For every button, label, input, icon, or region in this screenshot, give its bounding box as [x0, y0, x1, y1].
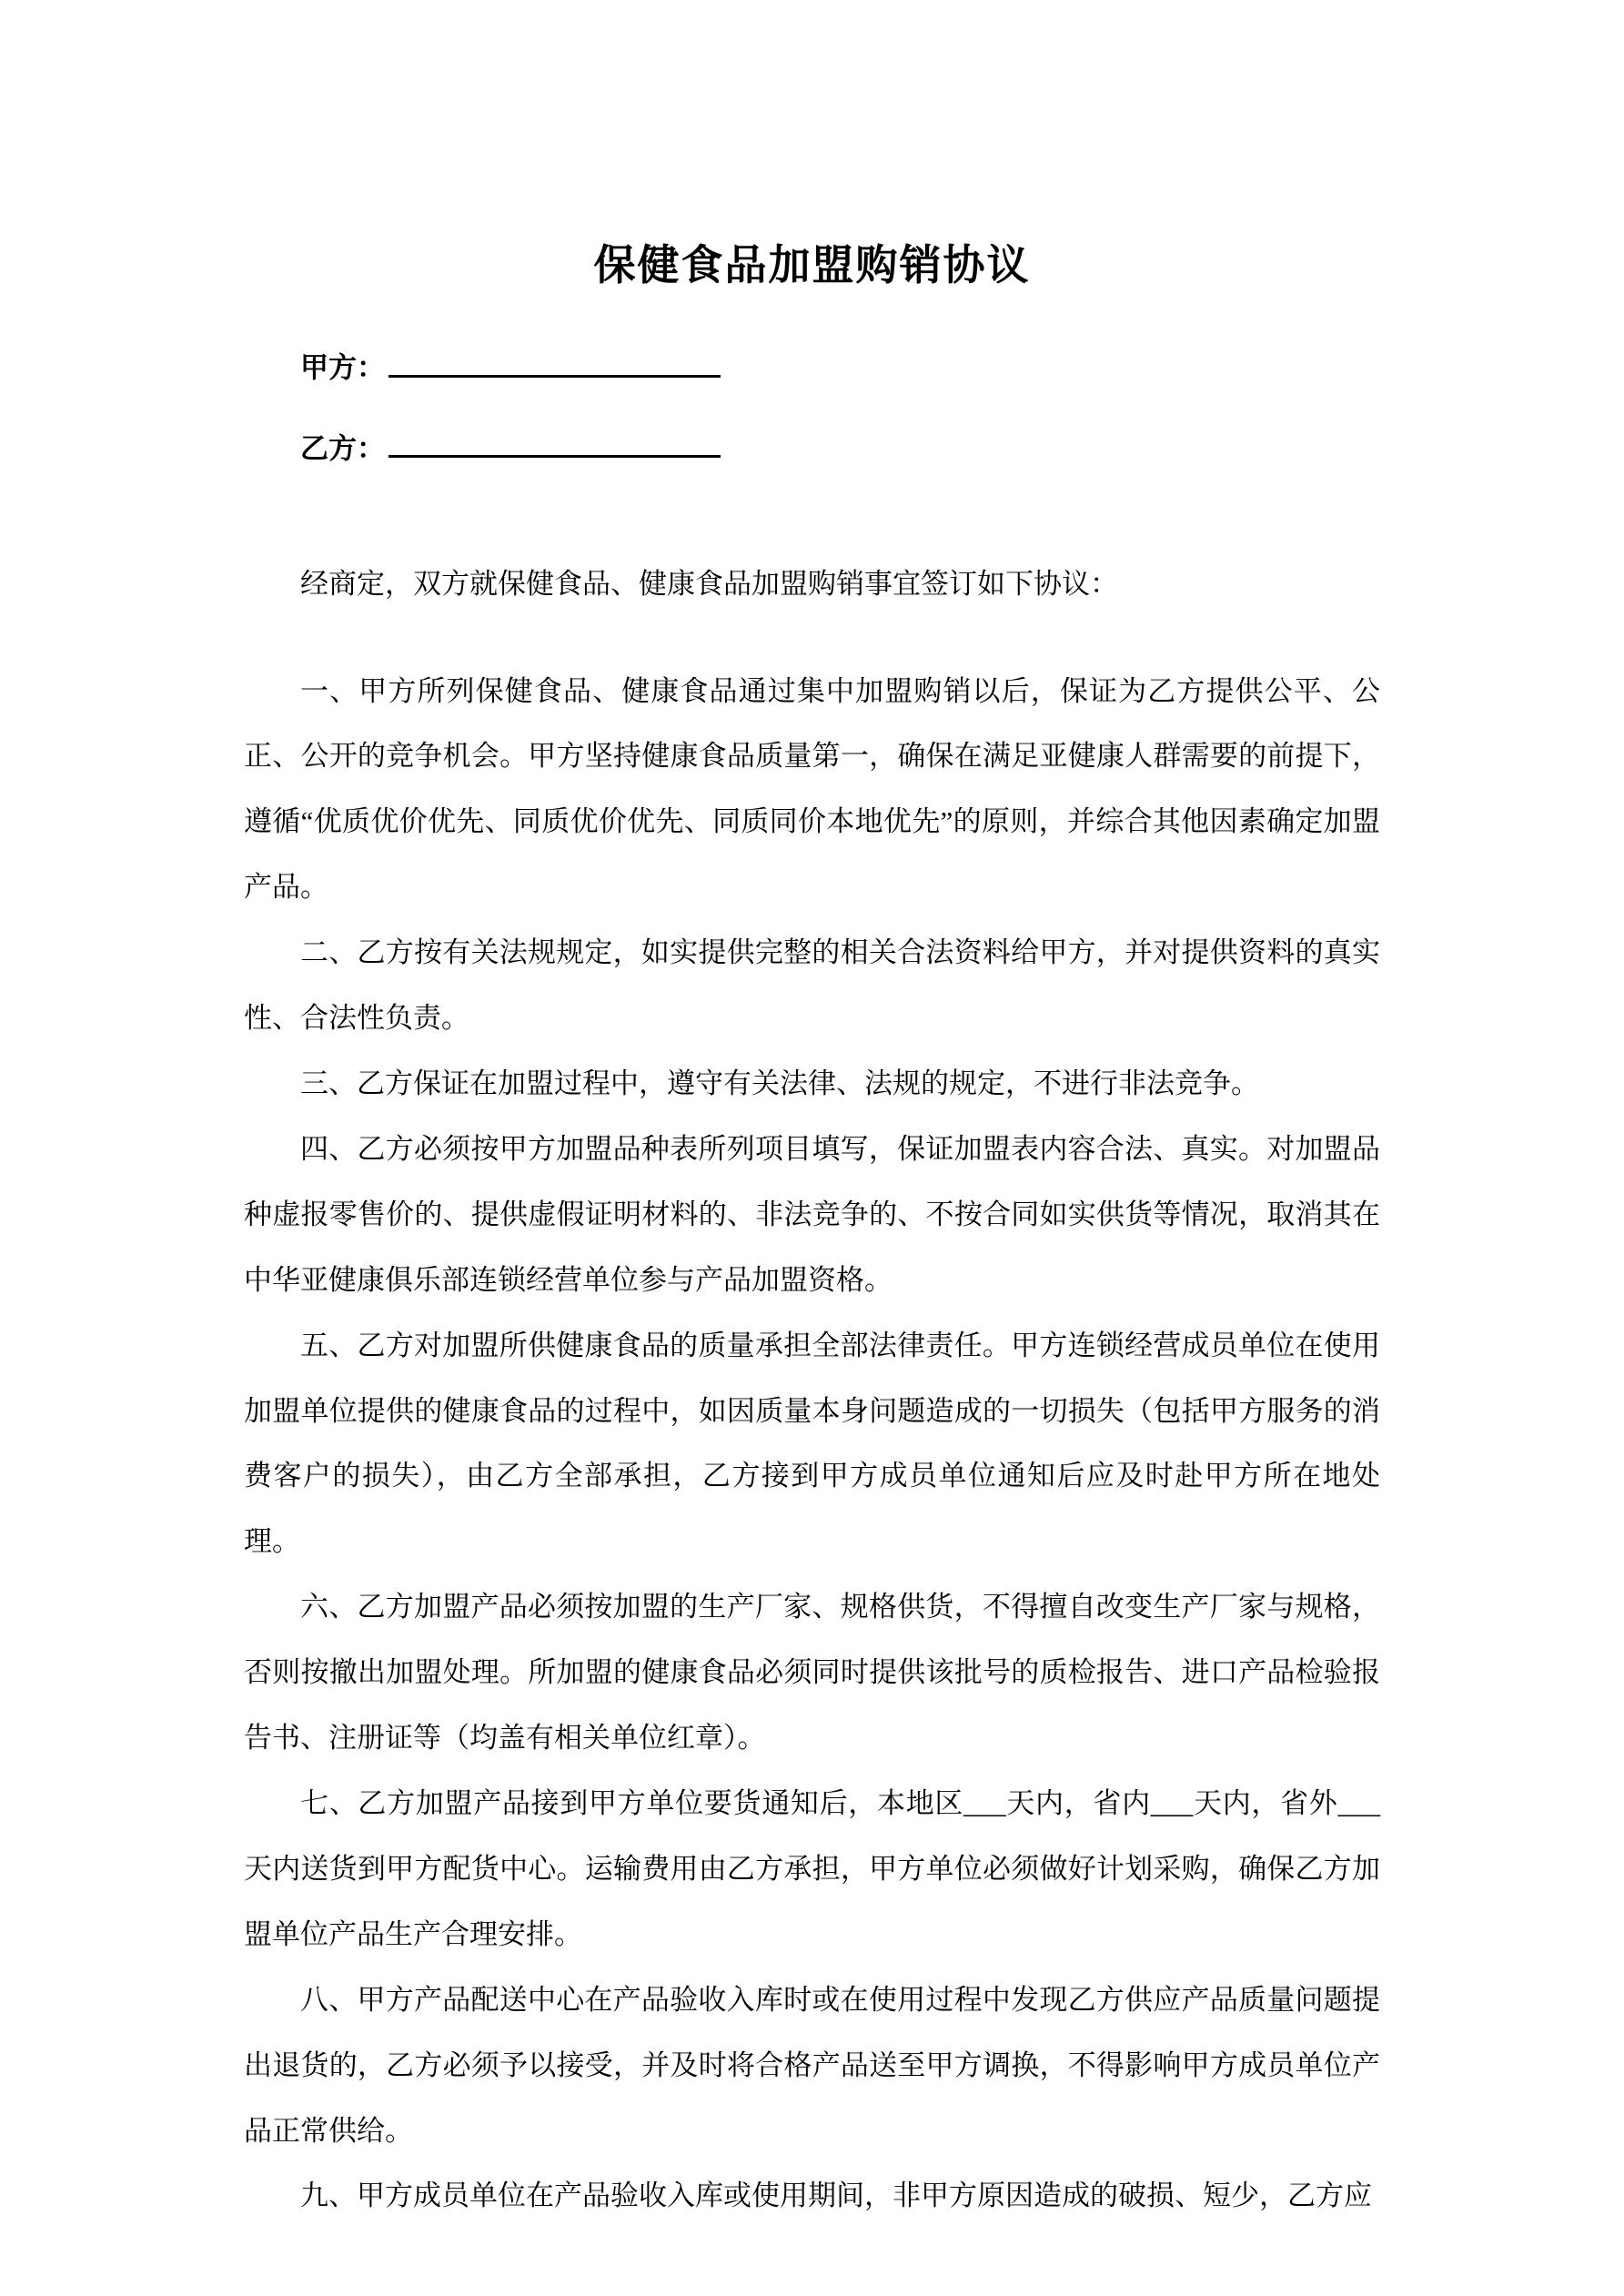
clause-paragraph: 七、乙方加盟产品接到甲方单位要货通知后，本地区___天内，省内___天内，省外___天内送货到甲方配货中心。运输费用由乙方承担，甲方单位必须做好计划采购，确保乙方加盟单位产品生产合理安排。 [244, 1786, 1380, 1950]
clause-paragraph: 二、乙方按有关法规规定，如实提供完整的相关合法资料给甲方，并对提供资料的真实性、合法性负责。 [244, 936, 1380, 1035]
party-a-line [244, 345, 1380, 384]
party-b-blank-line [388, 426, 721, 459]
party-b-label: 乙方： [300, 432, 385, 465]
clause-paragraph: 九、甲方成员单位在产品验收入库或使用期间，非甲方原因造成的破损、短少，乙方应 [300, 2180, 1372, 2212]
clause-paragraph: 三、乙方保证在加盟过程中，遵守有关法律、法规的规定，不进行非法竞争。 [300, 1067, 1259, 1100]
clause-paragraph: 六、乙方加盟产品必须按加盟的生产厂家、规格供货，不得擅自改变生产厂家与规格，否则按撤出加盟处理。所加盟的健康食品必须同时提供该批号的质检报告、进口产品检验报告书、注册证等（均盖有相关单位红章）。 [244, 1591, 1380, 1755]
document-title: 保健食品加盟购销协议 [593, 241, 1031, 288]
party-a-blank-line [388, 345, 721, 378]
clause-paragraph: 八、甲方产品配送中心在产品验收入库时或在使用过程中发现乙方供应产品质量问题提出退货的，乙方必须予以接受，并及时将合格产品送至甲方调换，不得影响甲方成员单位产品正常供给。 [244, 1983, 1380, 2147]
intro-paragraph: 经商定，双方就保健食品、健康食品加盟购销事宜签订如下协议： [300, 568, 1118, 601]
party-a-label: 甲方： [300, 351, 385, 384]
party-b-line [244, 426, 1380, 465]
clause-paragraph: 五、乙方对加盟所供健康食品的质量承担全部法律责任。甲方连锁经营成员单位在使用加盟单位提供的健康食品的过程中，如因质量本身问题造成的一切损失（包括甲方服务的消费客户的损失），由乙方全部承担，乙方接到甲方成员单位通知后应及时赴甲方所在地处理。 [244, 1329, 1380, 1558]
clause-paragraph: 一、甲方所列保健食品、健康食品通过集中加盟购销以后，保证为乙方提供公平、公正、公开的竞争机会。甲方坚持健康食品质量第一，确保在满足亚健康人群需要的前提下，遵循“优质优价优先、同质优价优先、同质同价本地优先”的原则，并综合其他因素确定加盟产品。 [244, 674, 1380, 904]
clause-paragraph: 四、乙方必须按甲方加盟品种表所列项目填写，保证加盟表内容合法、真实。对加盟品种虚报零售价的、提供虚假证明材料的、非法竞争的、不按合同如实供货等情况，取消其在中华亚健康俱乐部连锁经营单位参与产品加盟资格。 [244, 1132, 1380, 1296]
clauses-container [244, 659, 1380, 2230]
